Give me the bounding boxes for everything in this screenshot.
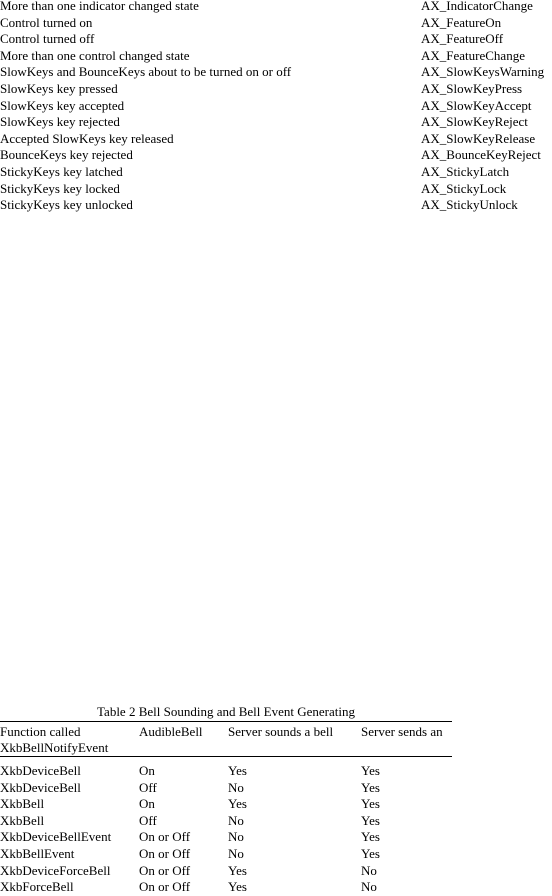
table-row — [0, 846, 452, 863]
event-description: Accepted SlowKeys key released — [0, 130, 174, 146]
event-row — [0, 147, 552, 164]
cell-server-sends: Yes — [361, 779, 380, 795]
cell-function: XkbBellEvent — [0, 845, 75, 861]
event-name: AX_StickyUnlock — [421, 197, 518, 213]
header-audible-bell: AudibleBell — [139, 724, 203, 739]
cell-function: XkbBell — [0, 812, 45, 828]
table-row — [0, 879, 452, 896]
header-function-called — [0, 724, 108, 756]
cell-audible-bell: Off — [139, 812, 157, 828]
cell-server-sends: No — [361, 879, 377, 895]
event-name: AX_FeatureChange — [421, 47, 525, 63]
cell-function: XkbDeviceBell — [0, 763, 81, 778]
event-row — [0, 131, 552, 148]
cell-audible-bell: On or Off — [139, 862, 191, 878]
table-row — [0, 780, 452, 797]
bell-table — [0, 702, 452, 896]
event-description: StickyKeys key latched — [0, 163, 123, 179]
event-row — [0, 31, 552, 48]
cell-function: XkbDeviceBellEvent — [0, 829, 112, 845]
event-list — [0, 0, 552, 214]
event-description: SlowKeys key accepted — [0, 97, 125, 113]
event-description: Control turned on — [0, 14, 93, 30]
event-description: BounceKeys key rejected — [0, 147, 133, 163]
event-name: AX_StickyLatch — [421, 163, 510, 179]
event-description: SlowKeys key rejected — [0, 114, 120, 130]
event-row — [0, 0, 552, 15]
event-row — [0, 164, 552, 181]
table-row — [0, 863, 452, 880]
cell-server-sounds: No — [228, 829, 244, 845]
event-description: SlowKeys and BounceKeys about to be turned on or off — [0, 64, 292, 80]
event-row — [0, 181, 552, 198]
cell-function: XkbDeviceBell — [0, 779, 81, 795]
event-name: AX_SlowKeyPress — [421, 80, 523, 96]
cell-server-sends: No — [361, 862, 377, 878]
event-name: AX_FeatureOff — [421, 31, 504, 47]
event-name: AX_SlowKeyAccept — [421, 97, 532, 113]
event-row — [0, 197, 552, 214]
cell-function: XkbDeviceForceBell — [0, 862, 111, 878]
table-row — [0, 796, 452, 813]
table-header-row — [0, 722, 452, 756]
header-server-sounds: Server sounds a bell — [228, 724, 334, 739]
cell-server-sounds: No — [228, 845, 244, 861]
header-function-called-line2: XkbBellNotifyEvent — [0, 740, 109, 755]
cell-server-sends: Yes — [361, 829, 380, 845]
event-row — [0, 64, 552, 81]
event-name: AX_StickyLock — [421, 180, 507, 196]
cell-audible-bell: On — [139, 796, 155, 812]
event-name: AX_IndicatorChange — [421, 0, 533, 13]
cell-function: XkbForceBell — [0, 879, 74, 895]
table-row — [0, 829, 452, 846]
event-description: StickyKeys key unlocked — [0, 197, 133, 213]
cell-server-sends: Yes — [361, 845, 380, 861]
cell-function: XkbBell — [0, 796, 45, 812]
cell-audible-bell: Off — [139, 779, 157, 795]
event-row — [0, 114, 552, 131]
event-row — [0, 81, 552, 98]
cell-audible-bell: On or Off — [139, 879, 191, 895]
cell-audible-bell: On or Off — [139, 845, 191, 861]
event-description: More than one indicator changed state — [0, 0, 199, 13]
event-name: AX_FeatureOn — [421, 14, 502, 30]
cell-server-sounds: Yes — [228, 796, 247, 812]
cell-server-sends: Yes — [361, 763, 380, 778]
event-row — [0, 15, 552, 32]
event-name: AX_SlowKeyRelease — [421, 130, 536, 146]
cell-server-sends: Yes — [361, 812, 380, 828]
cell-server-sends: Yes — [361, 796, 380, 812]
header-server-sends: Server sends an — [361, 724, 443, 739]
cell-server-sounds: Yes — [228, 862, 247, 878]
event-description: StickyKeys key locked — [0, 180, 120, 196]
cell-audible-bell: On — [139, 763, 155, 778]
table-caption: Table 2 Bell Sounding and Bell Event Generating — [97, 704, 355, 719]
cell-server-sounds: Yes — [228, 763, 247, 778]
event-name: AX_SlowKeyReject — [421, 114, 528, 130]
cell-audible-bell: On or Off — [139, 829, 191, 845]
cell-server-sounds: No — [228, 779, 244, 795]
event-description: Control turned off — [0, 31, 95, 47]
event-description: More than one control changed state — [0, 47, 190, 63]
table-row — [0, 763, 452, 780]
header-function-called-line1: Function called — [0, 724, 81, 739]
event-name: AX_SlowKeysWarning — [421, 64, 545, 80]
event-row — [0, 98, 552, 115]
cell-server-sounds: Yes — [228, 879, 247, 895]
table-body — [0, 757, 452, 896]
cell-server-sounds: No — [228, 812, 244, 828]
table-row — [0, 813, 452, 830]
event-row — [0, 48, 552, 65]
event-description: SlowKeys key pressed — [0, 80, 118, 96]
event-name: AX_BounceKeyReject — [421, 147, 541, 163]
